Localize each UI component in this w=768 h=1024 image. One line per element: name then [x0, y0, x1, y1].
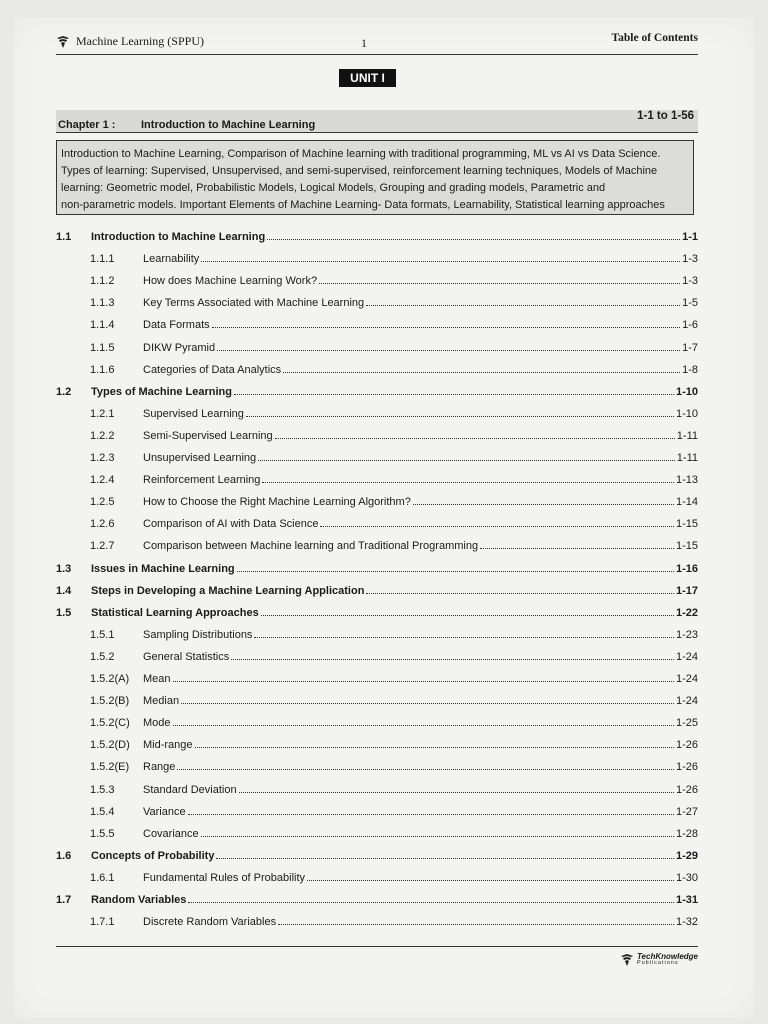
toc-section-number: 1.5.2(E) — [90, 761, 130, 774]
page-number: 1 — [361, 36, 367, 50]
toc-row — [56, 867, 698, 887]
toc-page-number: 1-23 — [675, 628, 698, 641]
toc-entry — [143, 496, 698, 508]
toc-page-number: 1-27 — [675, 805, 698, 818]
chapter-page-range: 1-1 to 1-56 — [637, 110, 694, 122]
toc-row — [56, 889, 698, 909]
chapter-heading — [56, 110, 698, 133]
toc-title: Range — [143, 761, 176, 774]
chapter-title: Introduction to Machine Learning — [141, 119, 316, 131]
toc-title: Statistical Learning Approaches — [91, 606, 259, 619]
footer-publisher-logo — [620, 953, 698, 967]
toc-row — [56, 911, 698, 931]
publisher-subtitle: Publications — [636, 960, 679, 966]
publisher-logo-icon — [620, 954, 634, 966]
toc-title: Reinforcement Learning — [143, 474, 261, 487]
toc-section-number: 1.3 — [56, 562, 72, 575]
toc-entry — [143, 297, 698, 309]
toc-section-number: 1.7 — [56, 894, 72, 906]
toc-row — [56, 381, 698, 401]
toc-entry — [143, 651, 698, 663]
dot-leader — [366, 593, 674, 594]
dot-leader — [216, 858, 674, 859]
unit-badge: UNIT I — [339, 69, 396, 87]
dot-leader — [212, 327, 680, 328]
syllabus-line: Introduction to Machine Learning, Comparison of Machine learning with traditional programming, ML vs AI vs Data Science. — [61, 148, 661, 160]
toc-title: How to Choose the Right Machine Learning Algorithm? — [143, 496, 411, 509]
toc-page-number: 1-32 — [675, 916, 698, 929]
toc-page-number: 1-15 — [675, 540, 698, 553]
toc-row — [56, 447, 698, 467]
toc-section-number: 1.5.3 — [90, 783, 115, 796]
toc-section-number: 1.5.2(C) — [90, 717, 130, 730]
toc-title: Comparison between Machine learning and Traditional Programming — [143, 540, 479, 553]
toc-section-number: 1.2 — [56, 385, 72, 398]
toc-entry — [143, 518, 698, 530]
toc-section-number: 1.2.3 — [90, 452, 115, 464]
footer-divider — [56, 946, 698, 947]
publisher-logo-icon — [56, 36, 70, 48]
toc-section-number: 1.2.1 — [90, 407, 115, 420]
dot-leader — [195, 747, 674, 748]
toc-section-number: 1.1.2 — [90, 275, 115, 288]
publisher-name: TechKnowledge — [636, 952, 698, 961]
dot-leader — [480, 548, 674, 549]
toc-entry — [91, 585, 698, 597]
toc-row — [56, 712, 698, 732]
toc-row — [56, 248, 698, 268]
dot-leader — [366, 305, 680, 306]
toc-title: Fundamental Rules of Probability — [143, 871, 306, 884]
syllabus-line: Types of learning: Supervised, Unsupervised, and semi-supervised, reinforcement learning techniques, Models of Machine — [61, 165, 658, 177]
toc-entry — [91, 607, 698, 619]
toc-entry — [143, 761, 698, 773]
dot-leader — [188, 902, 674, 903]
toc-page-number: 1-24 — [675, 673, 698, 685]
toc-page-number: 1-11 — [676, 452, 698, 464]
toc-row — [56, 292, 698, 312]
toc-row — [56, 580, 698, 600]
toc-title: Data Formats — [143, 319, 210, 332]
toc-section-number: 1.1.5 — [90, 341, 115, 354]
toc-row — [56, 845, 698, 865]
dot-leader — [258, 460, 675, 461]
toc-section-number: 1.5.2(D) — [90, 739, 130, 752]
toc-title: Unsupervised Learning — [143, 452, 257, 464]
toc-title: Steps in Developing a Machine Learning Application — [91, 584, 365, 597]
toc-title: Mode — [143, 717, 171, 730]
chapter-label: Chapter 1 : — [58, 119, 116, 131]
toc-title: Supervised Learning — [143, 407, 244, 420]
toc-page-number: 1-30 — [675, 871, 698, 884]
toc-row — [56, 690, 698, 710]
dot-leader — [413, 504, 674, 505]
toc-row — [56, 756, 698, 776]
toc-entry — [143, 319, 698, 331]
dot-leader — [181, 703, 674, 704]
toc-entry — [143, 408, 698, 420]
toc-title: DIKW Pyramid — [143, 341, 216, 354]
dot-leader — [201, 261, 680, 262]
toc-section-number: 1.1.6 — [90, 363, 115, 376]
toc-page-number: 1-17 — [675, 584, 698, 597]
toc-row — [56, 270, 698, 290]
toc-entry — [143, 474, 698, 486]
toc-section-number: 1.1.3 — [90, 297, 115, 310]
toc-entry — [143, 673, 698, 685]
dot-leader — [173, 681, 674, 682]
toc-row — [56, 513, 698, 533]
toc-section-number: 1.5.4 — [90, 805, 115, 818]
toc-entry — [143, 253, 698, 265]
toc-title: Sampling Distributions — [143, 628, 253, 641]
toc-section-number: 1.1 — [56, 231, 72, 243]
toc-page-number: 1-6 — [682, 319, 698, 332]
dot-leader — [177, 769, 674, 770]
toc-entry — [143, 364, 698, 376]
toc-page-number: 1-31 — [675, 894, 698, 906]
toc-section-number: 1.1.4 — [90, 319, 115, 332]
header-divider — [56, 54, 698, 55]
toc-entry — [91, 563, 698, 575]
toc-row — [56, 425, 698, 445]
dot-leader — [254, 637, 674, 638]
toc-entry — [143, 342, 698, 354]
toc-entry — [143, 695, 698, 707]
toc-page-number: 1-7 — [682, 341, 698, 354]
toc-page-number: 1-26 — [675, 761, 698, 774]
toc-entry — [143, 717, 698, 729]
dot-leader — [237, 571, 674, 572]
toc-entry — [143, 452, 698, 464]
toc-row — [56, 359, 698, 379]
toc-entry — [91, 894, 698, 906]
toc-page-number: 1-1 — [682, 231, 698, 243]
toc-section-number: 1.2.5 — [90, 496, 115, 509]
toc-section-number: 1.2.6 — [90, 518, 115, 531]
toc-title: Discrete Random Variables — [143, 916, 277, 929]
dot-leader — [231, 659, 674, 660]
page-header — [56, 30, 698, 50]
toc-title: Median — [143, 695, 180, 708]
dot-leader — [319, 283, 680, 284]
toc-section-number: 1.2.4 — [90, 474, 115, 487]
toc-title: Mid-range — [143, 739, 193, 752]
toc-row — [56, 314, 698, 334]
toc-page-number: 1-10 — [675, 385, 698, 398]
toc-title: How does Machine Learning Work? — [143, 275, 318, 288]
toc-title: General Statistics — [143, 650, 230, 663]
toc-section-number: 1.7.1 — [90, 916, 115, 929]
toc-row — [56, 734, 698, 754]
toc-row — [56, 801, 698, 821]
toc-page-number: 1-22 — [675, 606, 698, 619]
toc-section-number: 1.1.1 — [90, 253, 115, 266]
toc-row — [56, 602, 698, 622]
toc-row — [56, 646, 698, 666]
dot-leader — [275, 438, 675, 439]
toc-page-number: 1-3 — [682, 253, 698, 266]
dot-leader — [188, 814, 674, 815]
toc-title: Key Terms Associated with Machine Learning — [143, 297, 365, 310]
syllabus-line: learning: Geometric model, Probabilistic Models, Logical Models, Grouping and grading models, Parametric and — [61, 182, 606, 194]
dot-leader — [217, 350, 680, 351]
dot-leader — [307, 880, 674, 881]
toc-section-number: 1.5.2(A) — [90, 673, 130, 685]
toc-section-number: 1.5.2 — [90, 650, 115, 663]
dot-leader — [261, 615, 674, 616]
toc-entry — [143, 629, 698, 641]
toc-row — [56, 469, 698, 489]
toc-entry — [143, 806, 698, 818]
toc-page-number: 1-3 — [682, 275, 698, 288]
toc-page-number: 1-8 — [682, 363, 698, 376]
dot-leader — [262, 482, 674, 483]
toc-section-number: 1.2.2 — [90, 429, 115, 442]
dot-leader — [278, 924, 674, 925]
toc-page-number: 1-16 — [675, 562, 698, 575]
toc-page-number: 1-10 — [675, 407, 698, 420]
toc-entry — [143, 430, 698, 442]
dot-leader — [246, 416, 674, 417]
toc-section-number: 1.5.2(B) — [90, 695, 130, 708]
toc-section-number: 1.6 — [56, 849, 72, 862]
toc-entry — [143, 275, 698, 287]
toc-title: Types of Machine Learning — [91, 385, 232, 398]
dot-leader — [283, 372, 680, 373]
chapter-syllabus-box — [56, 140, 694, 215]
toc-page-number: 1-28 — [675, 827, 698, 840]
toc-title: Learnability — [143, 253, 200, 266]
toc-row — [56, 779, 698, 799]
toc-page-number: 1-26 — [675, 739, 698, 752]
toc-title: Standard Deviation — [143, 783, 237, 796]
toc-section-number: 1.6.1 — [90, 871, 115, 884]
toc-section-number: 1.5.1 — [90, 628, 115, 641]
book-title: Machine Learning (SPPU) — [76, 34, 204, 48]
toc-title: Mean — [143, 673, 171, 685]
toc-title: Comparison of AI with Data Science — [143, 518, 319, 531]
dot-leader — [173, 725, 674, 726]
toc-title: Concepts of Probability — [91, 849, 215, 862]
toc-row — [56, 535, 698, 555]
toc-entry — [143, 828, 698, 840]
toc-entry — [143, 916, 698, 928]
dot-leader — [320, 526, 673, 527]
toc-title: Semi-Supervised Learning — [143, 429, 273, 442]
toc-page-number: 1-15 — [675, 518, 698, 531]
syllabus-line: non-parametric models. Important Elements of Machine Learning- Data formats, Learnability, Statistical learning approaches — [61, 199, 665, 211]
toc-row — [56, 337, 698, 357]
toc-page-number: 1-24 — [675, 650, 698, 663]
toc-title: Introduction to Machine Learning — [91, 231, 266, 243]
toc-title: Random Variables — [91, 894, 187, 906]
toc-page-number: 1-5 — [682, 297, 698, 310]
toc-row — [56, 226, 698, 246]
dot-leader — [234, 394, 674, 395]
toc-title: Variance — [143, 805, 186, 818]
toc-entry — [91, 386, 698, 398]
toc-row — [56, 558, 698, 578]
toc-section-number: 1.5 — [56, 606, 72, 619]
toc-row — [56, 403, 698, 423]
toc-section-number: 1.2.7 — [90, 540, 115, 553]
toc-title: Covariance — [143, 827, 199, 840]
toc-page-number: 1-26 — [675, 783, 698, 796]
dot-leader — [201, 836, 674, 837]
toc-title: Issues in Machine Learning — [91, 562, 235, 575]
toc-row — [56, 491, 698, 511]
toc-entry — [91, 850, 698, 862]
toc-row — [56, 823, 698, 843]
toc-page-number: 1-25 — [675, 717, 698, 730]
toc-entry — [91, 231, 698, 243]
section-title: Table of Contents — [611, 32, 698, 44]
toc-entry — [143, 739, 698, 751]
toc-title: Categories of Data Analytics — [143, 363, 282, 376]
toc-page-number: 1-11 — [676, 429, 698, 442]
toc-row — [56, 624, 698, 644]
toc-section-number: 1.4 — [56, 584, 72, 597]
toc-page-number: 1-14 — [675, 496, 698, 509]
toc-entry — [143, 784, 698, 796]
toc-page-number: 1-24 — [675, 695, 698, 708]
toc-entry — [143, 872, 698, 884]
toc-page-number: 1-29 — [675, 849, 698, 862]
toc-row — [56, 668, 698, 688]
dot-leader — [267, 239, 680, 240]
toc-page-number: 1-13 — [675, 474, 698, 487]
toc-section-number: 1.5.5 — [90, 827, 115, 840]
dot-leader — [239, 792, 674, 793]
toc-entry — [143, 540, 698, 552]
